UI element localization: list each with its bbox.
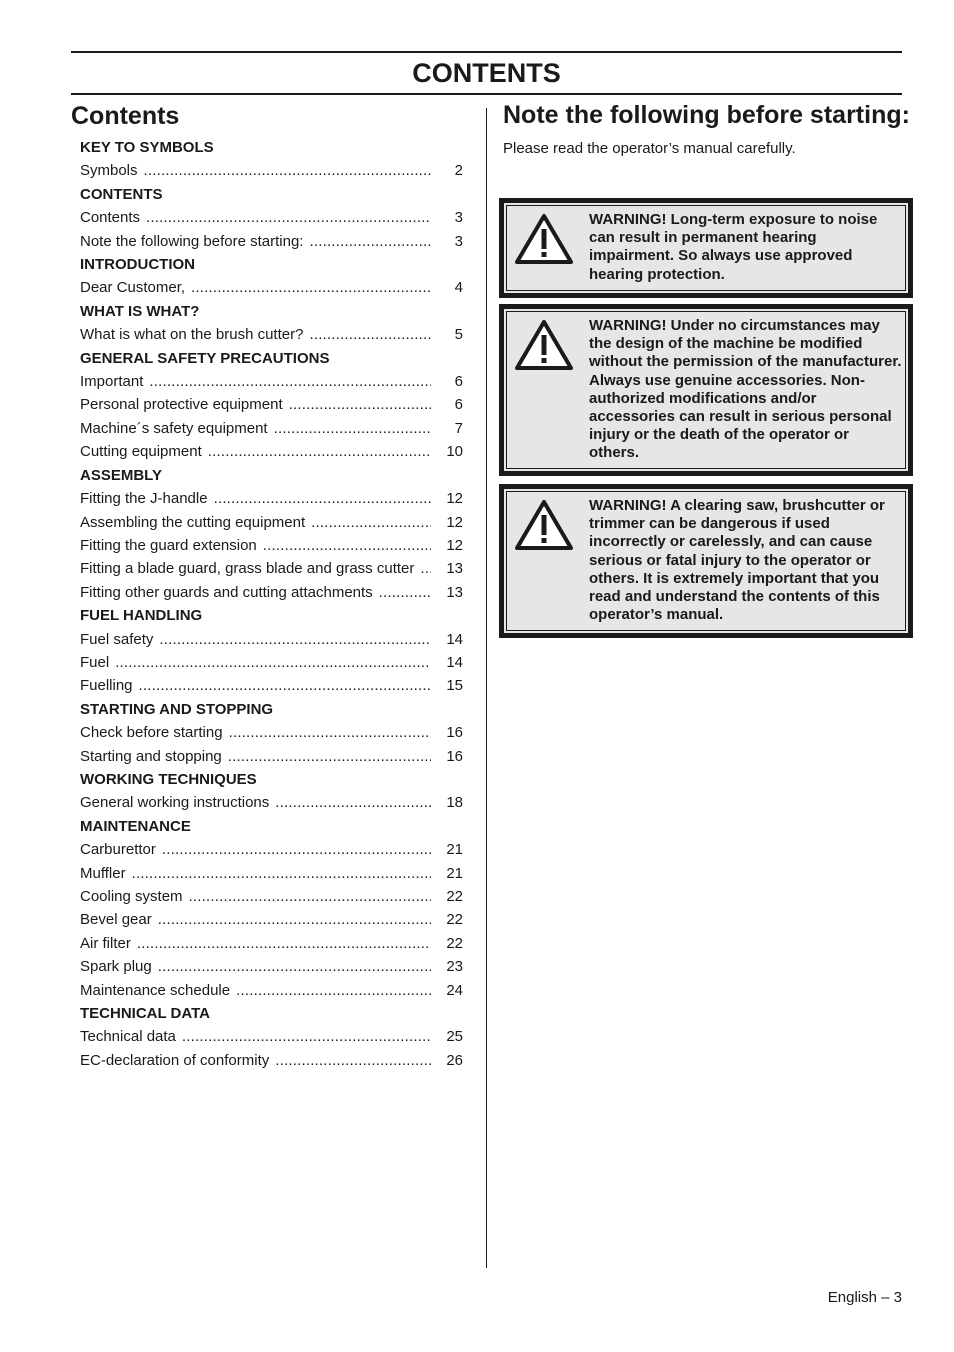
toc-entry-page: 22 (446, 934, 463, 952)
toc-entry-label: Cooling system (80, 888, 183, 905)
toc-entry (80, 393, 463, 416)
toc-dot-leader (132, 862, 431, 885)
toc-dot-leader (158, 955, 431, 978)
toc-dot-leader (149, 370, 431, 393)
toc-entry-label: Check before starting (80, 724, 223, 742)
notes-column (503, 100, 913, 159)
toc-entry (80, 487, 463, 510)
toc-dot-leader (309, 323, 431, 346)
toc-section-heading: GENERAL SAFETY PRECAUTIONS (80, 349, 330, 367)
toc-entry (80, 932, 463, 955)
toc-section-heading: CONTENTS (80, 185, 163, 203)
toc-dot-leader (139, 674, 431, 697)
toc-list (80, 136, 463, 1072)
toc-entry-label: Personal protective equipment (80, 396, 283, 414)
toc-entry (80, 206, 463, 229)
toc-dot-leader (379, 581, 431, 604)
toc-entry-label: Starting and stopping (80, 747, 222, 765)
toc-dot-leader (236, 979, 431, 1002)
toc-entry-page: 13 (446, 560, 463, 578)
toc-section-heading: TECHNICAL DATA (80, 1005, 210, 1023)
header-top-rule (71, 51, 902, 53)
toc-entry (80, 417, 463, 440)
toc-entry-page: 12 (446, 536, 463, 554)
toc-entry (80, 159, 463, 182)
toc-entry-label: Important (80, 373, 144, 391)
toc-entry-label: Machine´s safety equipment (80, 419, 268, 437)
toc-entry-page: 25 (446, 1028, 463, 1046)
warning-box-noise (499, 198, 913, 298)
toc-entry-page: 23 (446, 958, 463, 976)
toc-entry (80, 885, 463, 908)
header-bottom-rule (71, 93, 902, 95)
toc-section-heading: INTRODUCTION (80, 256, 195, 274)
toc-section-heading: STARTING AND STOPPING (80, 700, 274, 718)
toc-dot-leader (182, 1025, 431, 1048)
toc-dot-leader (191, 276, 431, 299)
toc-entry (80, 862, 463, 885)
toc-entry-page: 21 (446, 841, 463, 859)
toc-dot-leader (214, 487, 431, 510)
toc-entry-label: General working instructions (80, 794, 270, 812)
toc-entry (80, 581, 463, 604)
toc-entry-label: Cutting equipment (80, 443, 202, 461)
toc-entry (80, 1025, 463, 1048)
page-number-footer: English – 3 (827, 1289, 902, 1306)
toc-entry-label: Muffler (80, 864, 126, 882)
warning-box-modification (499, 304, 913, 476)
toc-entry-page: 6 (454, 373, 463, 391)
toc-entry-page: 22 (446, 911, 463, 929)
toc-entry (80, 370, 463, 393)
toc-dot-leader (162, 838, 431, 861)
warning-box-danger (499, 484, 913, 638)
column-divider (486, 108, 487, 1268)
toc-entry-page: 3 (454, 209, 463, 227)
toc-section-heading: MAINTENANCE (80, 817, 191, 835)
toc-entry-page: 15 (446, 677, 463, 695)
toc-entry (80, 276, 463, 299)
warning-triangle-icon (514, 213, 574, 265)
toc-entry-label: Carburettor (80, 841, 156, 859)
toc-entry (80, 1049, 463, 1072)
toc-entry-page: 7 (454, 419, 463, 437)
toc-entry-label: Dear Customer, (80, 279, 186, 297)
toc-entry (80, 674, 463, 697)
toc-dot-leader (309, 230, 431, 253)
toc-dot-leader (420, 557, 431, 580)
toc-entry-label: Maintenance schedule (80, 981, 231, 999)
toc-entry-page: 2 (454, 162, 463, 180)
toc-dot-leader (311, 511, 431, 534)
toc-entry-page: 12 (446, 513, 463, 531)
toc-entry (80, 440, 463, 463)
toc-entry-label: Bevel gear (80, 911, 152, 929)
toc-entry-page: 4 (454, 279, 463, 297)
table-of-contents (71, 100, 463, 1072)
toc-entry-page: 22 (446, 888, 463, 905)
toc-section-heading: FUEL HANDLING (80, 607, 203, 625)
toc-dot-leader (137, 932, 431, 955)
warning-text: WARNING! Under no circumstances may the design of the machine be modified without the permission of the manufacturer. Always use genuine accessories. Non-authorized modifications and/or accessories can result in serious personal injury or the death of the operator or others. (589, 317, 902, 462)
warning-text: WARNING! A clearing saw, brushcutter or trimmer can be dangerous if used incorrectly or carelessly, and can cause serious or fatal injury to the operator or others. It is extremely important that you read and understand the contents of this operator’s manual. (589, 497, 885, 624)
toc-entry-page: 26 (446, 1051, 463, 1069)
toc-entry (80, 557, 463, 580)
toc-entry-page: 18 (446, 794, 463, 812)
page-header-title: CONTENTS (412, 58, 561, 88)
toc-entry-page: 16 (446, 747, 463, 765)
toc-entry-label: EC-declaration of conformity (80, 1051, 270, 1069)
toc-dot-leader (289, 393, 431, 416)
toc-dot-leader (228, 745, 431, 768)
toc-entry-page: 5 (454, 326, 463, 344)
toc-dot-leader (275, 791, 431, 814)
toc-dot-leader (263, 534, 431, 557)
toc-dot-leader (208, 440, 431, 463)
warning-text: WARNING! Long-term exposure to noise can result in permanent hearing impairment. So always use approved hearing protection. (589, 211, 878, 283)
toc-dot-leader (158, 908, 431, 931)
toc-entry (80, 511, 463, 534)
toc-section-heading: ASSEMBLY (80, 466, 162, 484)
toc-entry-label: Fuelling (80, 677, 133, 695)
toc-entry (80, 838, 463, 861)
toc-entry-label: Fuel safety (80, 630, 154, 648)
toc-entry-page: 3 (454, 232, 463, 250)
toc-entry-label: Technical data (80, 1028, 176, 1046)
toc-dot-leader (189, 885, 431, 908)
toc-entry (80, 323, 463, 346)
toc-entry-page: 10 (446, 443, 463, 461)
toc-entry (80, 745, 463, 768)
toc-entry (80, 791, 463, 814)
toc-entry-page: 14 (446, 630, 463, 648)
toc-entry (80, 955, 463, 978)
toc-entry (80, 628, 463, 651)
toc-entry-label: Assembling the cutting equipment (80, 513, 306, 531)
toc-dot-leader (144, 159, 431, 182)
notes-intro: Please read the operator’s manual carefully. (503, 140, 796, 157)
toc-dot-leader (229, 721, 431, 744)
toc-entry-label: Symbols (80, 162, 138, 180)
toc-entry-label: Fitting other guards and cutting attachments (80, 583, 373, 601)
toc-section-heading: WHAT IS WHAT? (80, 302, 200, 320)
toc-dot-leader (159, 628, 431, 651)
toc-entry (80, 230, 463, 253)
warning-triangle-icon (514, 319, 574, 371)
toc-entry-page: 16 (446, 724, 463, 742)
notes-title: Note the following before starting: (503, 101, 910, 129)
toc-dot-leader (275, 1049, 431, 1072)
toc-entry-page: 14 (446, 653, 463, 671)
toc-section-heading: WORKING TECHNIQUES (80, 770, 257, 788)
toc-entry-label: Note the following before starting: (80, 232, 304, 250)
toc-entry-page: 6 (454, 396, 463, 414)
toc-entry-label: Contents (80, 209, 141, 227)
toc-entry (80, 534, 463, 557)
toc-entry-page: 21 (446, 864, 463, 882)
toc-dot-leader (146, 206, 431, 229)
toc-entry-label: Fitting the guard extension (80, 536, 257, 554)
toc-entry (80, 721, 463, 744)
toc-entry-label: Fitting the J-handle (80, 490, 208, 508)
warning-triangle-icon (514, 499, 574, 551)
toc-dot-leader (115, 651, 431, 674)
toc-entry-label: Air filter (80, 934, 131, 952)
toc-entry (80, 651, 463, 674)
toc-section-heading: KEY TO SYMBOLS (80, 139, 214, 156)
toc-title: Contents (71, 102, 180, 130)
toc-entry-label: What is what on the brush cutter? (80, 326, 304, 344)
toc-entry-label: Fitting a blade guard, grass blade and grass cutter (80, 560, 415, 578)
toc-entry-page: 13 (446, 583, 463, 601)
toc-entry-label: Spark plug (80, 958, 152, 976)
toc-entry-page: 12 (446, 490, 463, 508)
toc-entry-page: 24 (446, 981, 463, 999)
toc-entry (80, 908, 463, 931)
toc-entry-label: Fuel (80, 653, 110, 671)
toc-dot-leader (274, 417, 431, 440)
toc-entry (80, 979, 463, 1002)
